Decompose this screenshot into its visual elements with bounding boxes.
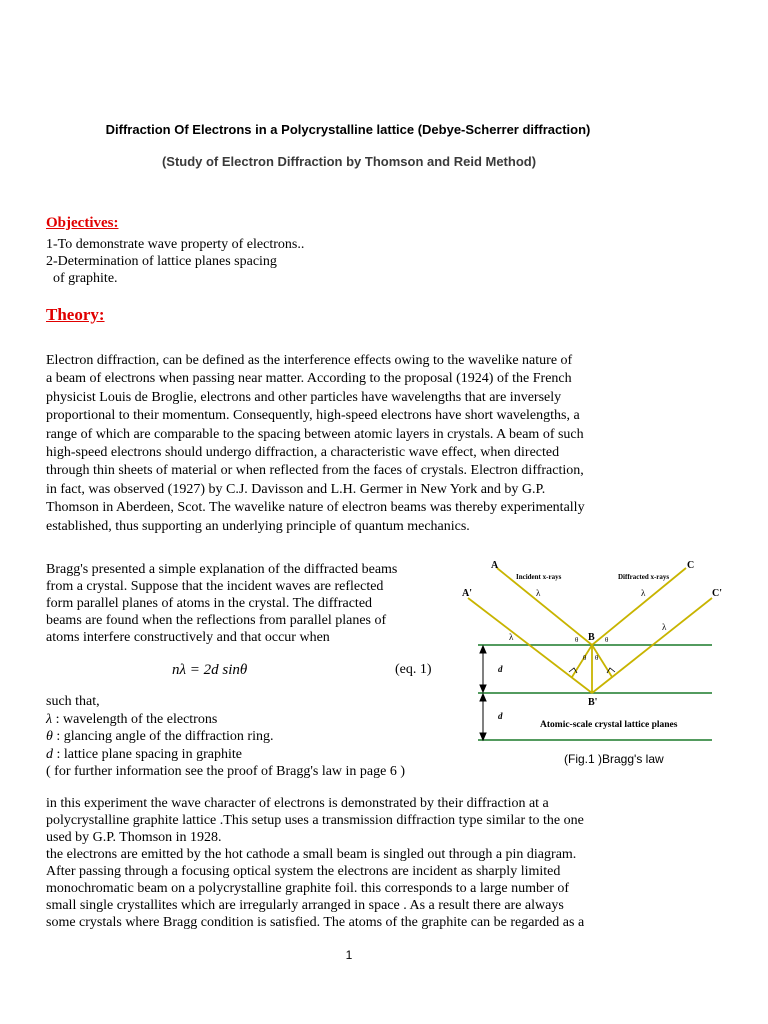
paragraph-line: through thin sheets of material or when reflected from the faces of crystals. Electron diffraction,	[46, 463, 584, 479]
definition-text: : wavelength of the electrons	[52, 711, 218, 727]
paragraph-line: high-speed electrons should undergo diffraction, a characteristic wave effect, when directed	[46, 444, 560, 460]
label-incident-rays: Incident x-rays	[516, 573, 562, 581]
equation-reference: (eq. 1)	[395, 662, 432, 677]
theory-paragraph	[46, 352, 585, 536]
paragraph-line: Bragg's presented a simple explanation of the diffracted beams	[46, 562, 398, 577]
paragraph-line: small single crystallites which are irregularly arranged in space . As a result there are always	[46, 898, 564, 913]
label-c: C	[687, 560, 695, 571]
label-d-lower: d	[498, 711, 503, 721]
definition-d	[46, 746, 405, 764]
paragraph-line: form parallel planes of atoms in the crystal. The diffracted	[46, 596, 373, 611]
label-a-prime: A'	[462, 588, 472, 599]
further-info-line: ( for further information see the proof of Bragg's law in page 6 )	[46, 764, 406, 779]
label-c-prime: C'	[712, 588, 722, 599]
label-diffracted-rays: Diffracted x-rays	[618, 573, 670, 581]
objective-line: of graphite.	[46, 271, 118, 286]
paragraph-line: used by G.P. Thomson in 1928.	[46, 830, 222, 845]
paragraph-line: in this experiment the wave character of electrons is demonstrated by their diffraction at a	[46, 796, 549, 811]
x-ray-paths	[468, 568, 712, 693]
label-lattice-planes: Atomic-scale crystal lattice planes	[540, 720, 678, 730]
definition-text: : glancing angle of the diffraction ring.	[52, 729, 274, 744]
arrowhead	[480, 733, 486, 740]
label-b-prime: B'	[588, 697, 598, 708]
paragraph-line: some crystals where Bragg condition is satisfied. The atoms of the graphite can be regarded as a	[46, 915, 585, 930]
definition-text: : lattice plane spacing in graphite	[53, 746, 242, 762]
label-a: A	[491, 560, 499, 571]
theory-heading: Theory:	[46, 305, 105, 324]
paragraph-line: After passing through a focusing optical system the electrons are incident as sharply limited	[46, 864, 561, 879]
definitions-list	[46, 693, 405, 781]
paragraph-line: proportional to their momentum. Consequently, high-speed electrons have short wavelengths, a	[46, 408, 580, 424]
label-lambda-lower-diffracted: λ	[662, 622, 667, 632]
paragraph-line: range of which are comparable to the spacing between atomic layers in crystals. A beam of such	[46, 426, 584, 442]
label-b: B	[588, 632, 595, 643]
figure-caption: (Fig.1 )Bragg's law	[564, 752, 664, 766]
experiment-paragraph	[46, 795, 584, 931]
label-d-upper: d	[498, 664, 503, 674]
label-lambda-diffracted: λ	[641, 588, 646, 598]
paragraph-line: Thomson in Aberdeen, Scot. The wavelike nature of electron beams was thereby experimentally	[46, 500, 585, 516]
definition-theta	[46, 728, 405, 746]
label-theta-right: θ	[605, 636, 609, 644]
arrowhead	[480, 646, 486, 653]
page-number: 1	[345, 948, 353, 962]
label-theta-inner-left: θ	[583, 654, 587, 662]
paragraph-line: atoms interfere constructively and that occur when	[46, 630, 330, 645]
paragraph-line: the electrons are emitted by the hot cathode a small beam is singled out through a pin diagram.	[46, 847, 577, 862]
paragraph-line: established, thus supporting an underlying principle of quantum mechanics.	[46, 518, 470, 534]
paragraph-line: beams are found when the reflections from parallel planes of	[46, 613, 387, 628]
label-theta-inner-right: θ	[595, 654, 599, 662]
label-lambda-lower-incident: λ	[509, 632, 514, 642]
arrowhead	[480, 685, 486, 692]
definition-symbol: θ	[46, 729, 53, 744]
paragraph-line: Electron diffraction, can be defined as the interference effects owing to the wavelike nature of	[46, 353, 573, 368]
label-theta-left: θ	[575, 636, 579, 644]
document-subtitle: (Study of Electron Diffraction by Thomson and Reid Method)	[161, 154, 537, 169]
label-lambda-incident: λ	[536, 588, 541, 598]
paragraph-line: a beam of electrons when passing near matter. According to the proposal (1924) of the French	[46, 371, 572, 387]
bragg-diagram	[450, 552, 750, 752]
bragg-equation: nλ = 2d sinθ	[172, 662, 248, 678]
paragraph-line: physicist Louis de Broglie, electrons and other particles have wavelengths that are inversely	[46, 389, 562, 405]
such-that-line: such that,	[46, 694, 100, 709]
paragraph-line: in fact, was observed (1927) by C.J. Davisson and L.H. Germer in New York and by G.P.	[46, 481, 546, 497]
definition-lambda	[46, 711, 405, 729]
paragraph-line: polycrystalline graphite lattice .This setup uses a transmission diffraction type similar to the one	[46, 813, 584, 828]
document-title: Diffraction Of Electrons in a Polycrystalline lattice (Debye-Scherrer diffraction)	[105, 122, 591, 137]
path-segment-left	[572, 645, 592, 677]
definition-symbol: λ	[46, 711, 53, 727]
objective-line: 1-To demonstrate wave property of electrons..	[46, 237, 305, 252]
objectives-heading: Objectives:	[46, 215, 119, 231]
paragraph-line: from a crystal. Suppose that the incident waves are reflected	[46, 579, 384, 594]
bragg-paragraph	[46, 561, 397, 646]
definition-symbol: d	[46, 746, 53, 762]
paragraph-line: monochromatic beam on a polycrystalline graphite foil. this corresponds to a large number of	[46, 881, 570, 896]
arrowhead	[480, 694, 486, 701]
objective-line: 2-Determination of lattice planes spacing	[46, 254, 277, 269]
